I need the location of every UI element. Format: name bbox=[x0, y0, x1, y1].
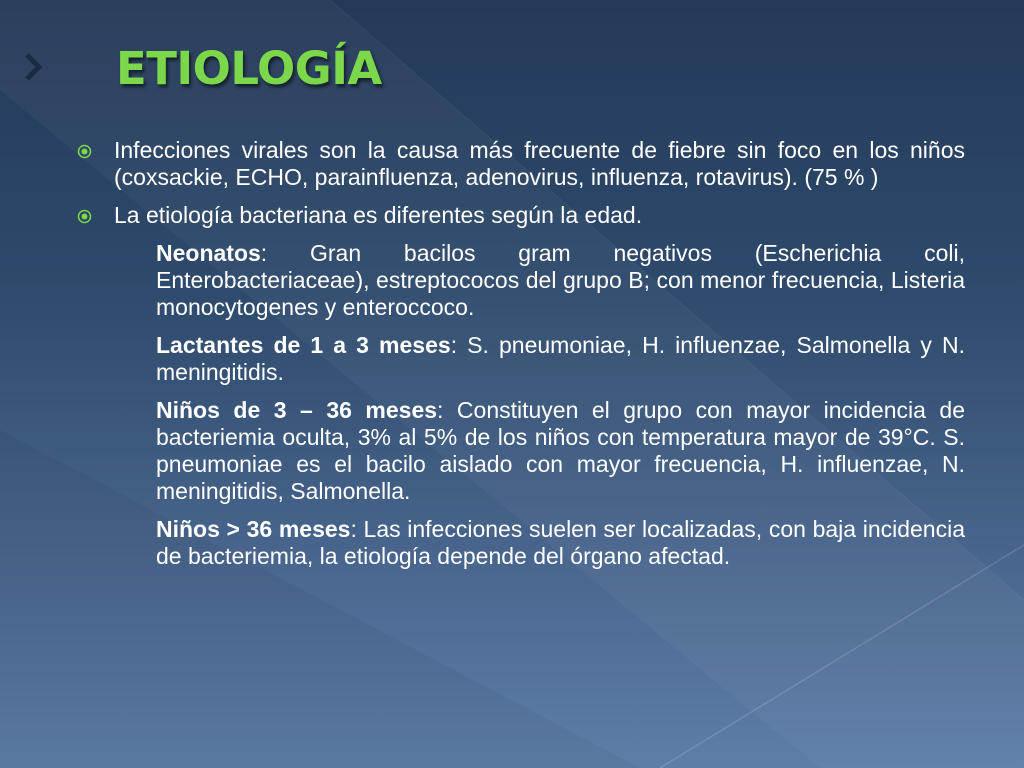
age-group-separator: : bbox=[437, 397, 444, 423]
chevron-right-icon bbox=[19, 52, 49, 82]
age-group-label: Niños de 3 – 36 meses bbox=[156, 397, 438, 423]
age-group-separator: : bbox=[350, 516, 357, 542]
age-group-text: S. pneumoniae, H. influenzae, Salmonella y N. meningitidis. bbox=[156, 332, 965, 385]
bullet-item bbox=[72, 137, 965, 191]
bullet-text: Infecciones virales son la causa más frecuente de fiebre sin foco en los niños (coxsackie, ECHO, parainfluenza, adenovirus, influenza, rotavirus). (75 % ) bbox=[114, 137, 965, 190]
age-group-label: Neonatos bbox=[156, 240, 261, 266]
age-group-neonatos bbox=[72, 240, 965, 321]
circle-dot-bullet-icon bbox=[77, 209, 92, 224]
bullet-item bbox=[72, 202, 965, 229]
age-group-separator: : bbox=[450, 332, 458, 358]
age-group-lactantes bbox=[72, 332, 965, 386]
age-group-text: Las infecciones suelen ser localizadas, con baja incidencia de bacteriemia, la etiología depende del órgano afectad. bbox=[156, 516, 965, 569]
bullet-text: La etiología bacteriana es diferentes según la edad. bbox=[114, 202, 643, 228]
age-group-text: Gran bacilos gram negativos (Escherichia coli, Enterobacteriaceae), estreptococos del grupo B; con menor frecuencia, Listeria monocytogenes y enteroccoco. bbox=[156, 240, 965, 320]
age-group-ninos-3-36 bbox=[72, 397, 965, 505]
slide-title: ETIOLOGÍA bbox=[116, 42, 382, 95]
circle-dot-bullet-icon bbox=[77, 144, 92, 159]
age-group-ninos-mayor-36 bbox=[72, 516, 965, 570]
age-group-label: Lactantes de 1 a 3 meses bbox=[156, 332, 451, 358]
age-group-label: Niños > 36 meses bbox=[156, 516, 351, 542]
age-group-text: Constituyen el grupo con mayor incidencia de bacteriemia oculta, 3% al 5% de los niños con temperatura mayor de 39°C. S. pneumoniae es el bacilo aislado con mayor frecuencia, H. influenzae, N. meningitidis, Salmonella. bbox=[156, 397, 965, 504]
age-group-separator: : bbox=[260, 240, 268, 266]
slide-content bbox=[72, 137, 965, 581]
